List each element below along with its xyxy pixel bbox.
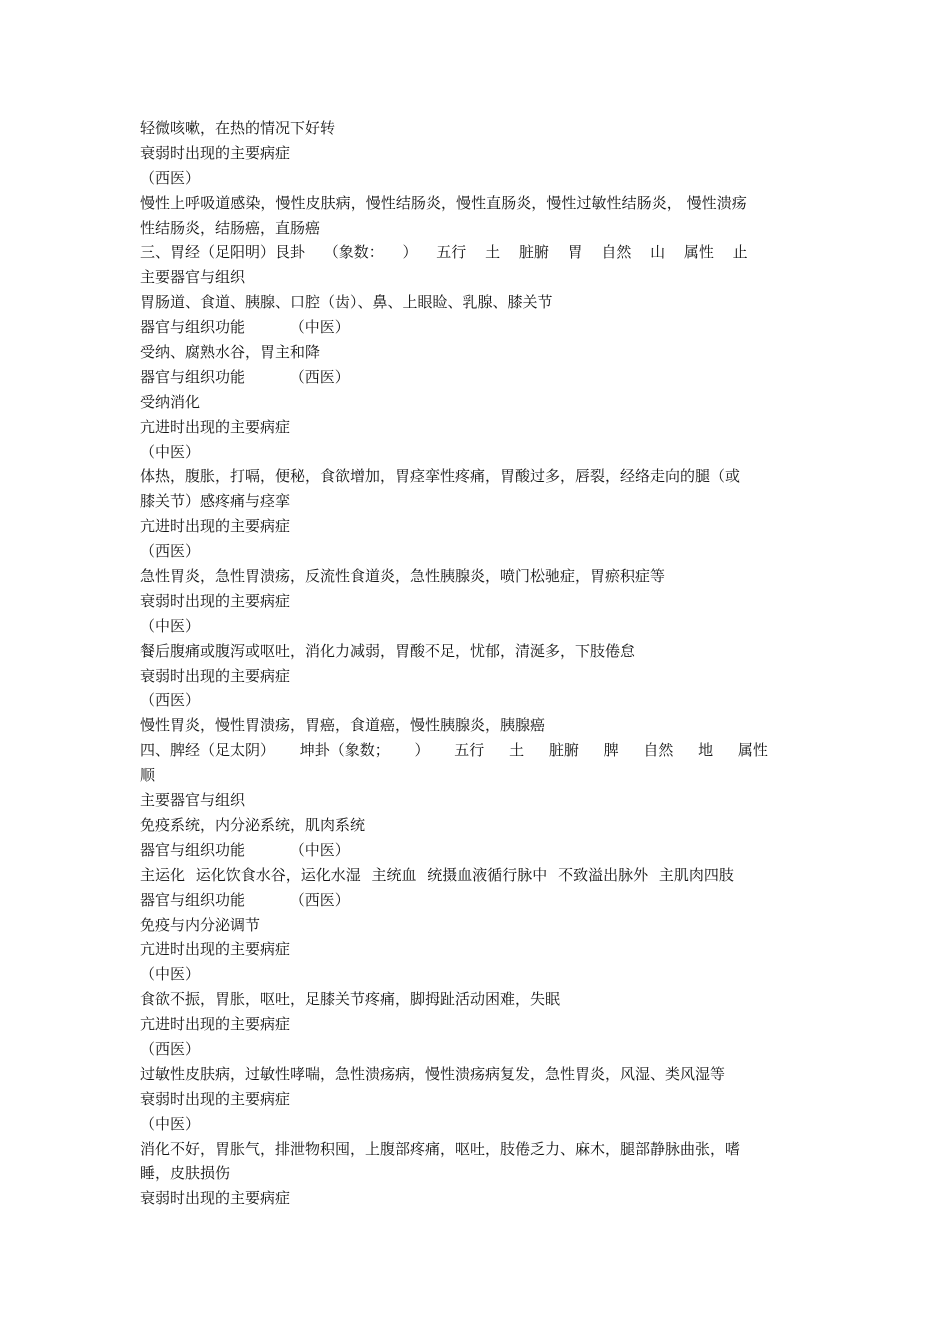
medicine-type-label: （中医） — [140, 616, 201, 635]
text-line: 顺 — [140, 766, 156, 785]
medicine-type-label: （西医） — [140, 1039, 201, 1058]
section-label: 亢进时出现的主要病症 — [140, 1015, 291, 1034]
medicine-type-label: （中医） — [140, 1114, 201, 1133]
text-line: 免疫与内分泌调节 — [140, 915, 261, 934]
text-line: 胃肠道、食道、胰腺、口腔（齿）、鼻、上眼睑、乳腺、膝关节 — [140, 293, 553, 312]
section-label: 衰弱时出现的主要病症 — [140, 1189, 291, 1208]
medicine-type-label: （西医） — [140, 542, 201, 561]
section-label: 亢进时出现的主要病症 — [140, 417, 291, 436]
text-line: 膝关节）感疼痛与痉挛 — [140, 492, 291, 511]
text-line: 过敏性皮肤病，过敏性哮喘，急性溃疡病，慢性溃疡病复发，急性胃炎，风湿、类风湿等 — [140, 1064, 726, 1083]
text-line: 性结肠炎，结肠癌，直肠癌 — [140, 218, 321, 237]
section-label: 衰弱时出现的主要病症 — [140, 1089, 291, 1108]
medicine-type-label: （西医） — [140, 168, 201, 187]
text-line: 体热，腹胀，打嗝，便秘，食欲增加，胃痉挛性疼痛，胃酸过多，唇裂，经络走向的腿（或 — [140, 467, 741, 486]
section-label: 衰弱时出现的主要病症 — [140, 666, 291, 685]
document-page — [140, 116, 812, 1211]
text-line: 食欲不振，胃胀，呕吐，足膝关节疼痛，脚拇趾活动困难，失眠 — [140, 990, 561, 1009]
section-label: 亢进时出现的主要病症 — [140, 517, 291, 536]
text-line: 轻微咳嗽，在热的情况下好转 — [140, 119, 336, 137]
text-line: 消化不好，胃胀气，排泄物积囤，上腹部疼痛，呕吐，肢倦乏力、麻木，腿部静脉曲张，嗜 — [140, 1139, 741, 1158]
medicine-type-label: （中医） — [140, 965, 201, 984]
meridian-heading: 三、胃经（足阳明）艮卦 （象数： ） 五行 土 脏腑 胃 自然 山 属性 止 — [140, 243, 748, 262]
text-line: 睡，皮肤损伤 — [140, 1164, 231, 1183]
section-label: 主要器官与组织 — [140, 268, 246, 287]
section-label: 亢进时出现的主要病症 — [140, 940, 291, 959]
text-line: 急性胃炎，急性胃溃疡，反流性食道炎，急性胰腺炎，喷门松驰症，胃瘀积症等 — [140, 567, 666, 586]
text-line: 受纳消化 — [140, 392, 201, 411]
text-line: 受纳、腐熟水谷，胃主和降 — [140, 343, 321, 362]
medicine-type-label: （中医） — [140, 442, 201, 461]
section-label: 器官与组织功能 （中医） — [140, 840, 350, 859]
section-label: 衰弱时出现的主要病症 — [140, 591, 291, 610]
section-label: 器官与组织功能 （西医） — [140, 367, 350, 386]
text-line: 慢性胃炎，慢性胃溃疡，胃癌，食道癌，慢性胰腺炎，胰腺癌 — [140, 716, 546, 735]
section-label: 主要器官与组织 — [140, 791, 246, 810]
section-label: 器官与组织功能 （西医） — [140, 890, 350, 909]
text-line: 主运化 运化饮食水谷，运化水湿 主统血 统摄血液循行脉中 不致溢出脉外 主肌肉四肢 — [140, 865, 734, 884]
section-label: 衰弱时出现的主要病症 — [140, 143, 291, 162]
text-line: 免疫系统，内分泌系统，肌肉系统 — [140, 815, 366, 834]
text-line: 餐后腹痛或腹泻或呕吐，消化力减弱，胃酸不足，忧郁，清涎多，下肢倦怠 — [140, 641, 636, 660]
text-line: 慢性上呼吸道感染，慢性皮肤病，慢性结肠炎，慢性直肠炎，慢性过敏性结肠炎， 慢性溃疡 — [140, 193, 747, 212]
medicine-type-label: （西医） — [140, 691, 201, 710]
section-label: 器官与组织功能 （中医） — [140, 318, 350, 337]
meridian-heading: 四、脾经（足太阴） 坤卦（象数； ） 五行 土 脏腑 脾 自然 地 属性 — [140, 741, 768, 760]
